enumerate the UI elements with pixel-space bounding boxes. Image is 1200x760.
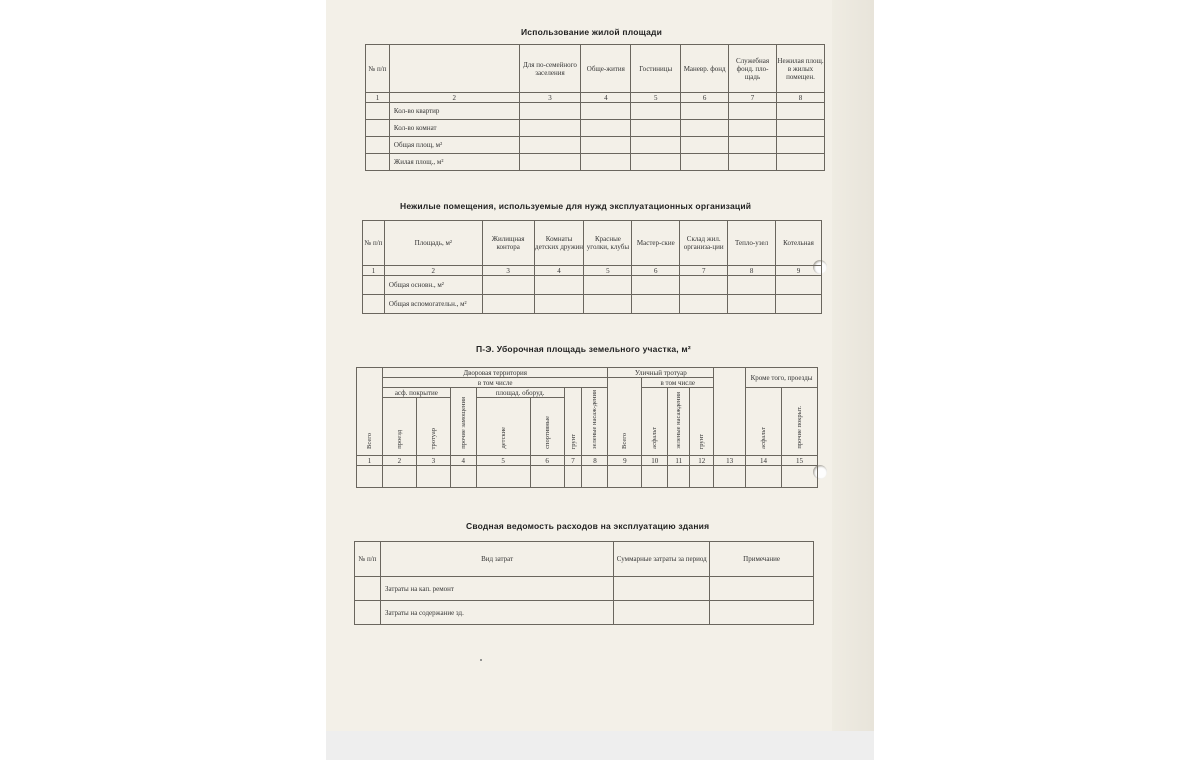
cell[interactable] (564, 466, 582, 488)
col-header: Нежилая площ. в жилых помещен. (777, 45, 825, 93)
col-number: 5 (584, 266, 632, 276)
cell[interactable] (519, 154, 581, 171)
cell[interactable] (476, 466, 530, 488)
row-label: Общая основн., м² (384, 276, 482, 295)
col-header: № п/п (355, 542, 381, 577)
col-number: 7 (564, 456, 582, 466)
col-number: 15 (782, 456, 818, 466)
col-number: 6 (530, 456, 564, 466)
table-row (355, 577, 814, 601)
header-row (366, 45, 825, 93)
cell[interactable] (482, 276, 534, 295)
cell[interactable] (632, 276, 680, 295)
cell[interactable] (581, 154, 631, 171)
row-label: Общая площ, м² (389, 137, 519, 154)
col-number: 2 (384, 266, 482, 276)
col-header: Красные уголки, клубы (584, 221, 632, 266)
cell[interactable] (582, 466, 608, 488)
cell[interactable] (729, 103, 777, 120)
col-header: № п/п (363, 221, 385, 266)
expenses-table (354, 541, 814, 625)
group-header-besides: Кроме того, проезды (746, 368, 818, 388)
cell[interactable] (519, 103, 581, 120)
cell[interactable] (632, 295, 680, 314)
col-number: 8 (582, 456, 608, 466)
col-number: 7 (729, 93, 777, 103)
col-header: грунт (698, 433, 706, 449)
section2-title: Нежилые помещения, используемые для нужд эксплуатационных организаций (400, 201, 752, 211)
col-number: 6 (632, 266, 680, 276)
col-header: Для по-семейного заселения (519, 45, 581, 93)
table-row (363, 295, 822, 314)
subheader-asphalt: асф. покрытие (382, 388, 450, 398)
subheader-incl-street: в том числе (642, 378, 714, 388)
cell[interactable] (729, 120, 777, 137)
section1-title: Использование жилой площади (521, 27, 663, 37)
cell[interactable] (534, 295, 584, 314)
cell[interactable] (746, 466, 782, 488)
cell[interactable] (680, 276, 728, 295)
subheader-area-equipment: площад. оборуд. (476, 388, 564, 398)
col-number: 9 (776, 266, 822, 276)
cell[interactable] (581, 103, 631, 120)
col-number: 1 (363, 266, 385, 276)
cell[interactable] (710, 577, 814, 601)
table-row (366, 120, 825, 137)
row-label: Кол-во квартир (389, 103, 519, 120)
col-number: 4 (581, 93, 631, 103)
header-row (363, 221, 822, 266)
col-header: прочие покрыт. (796, 406, 803, 449)
col-header: проезд (395, 430, 403, 449)
table-row (366, 137, 825, 154)
col-header: Мастер-ские (632, 221, 680, 266)
col-header: прочие замощения (459, 397, 467, 449)
cell[interactable] (631, 137, 681, 154)
section3-title: П-Э. Уборочная площадь земельного участка, м² (476, 344, 691, 354)
col-number: 8 (777, 93, 825, 103)
cell[interactable] (690, 466, 714, 488)
col-number: 1 (366, 93, 390, 103)
col-number: 7 (680, 266, 728, 276)
cell[interactable] (681, 120, 729, 137)
col-number: 12 (690, 456, 714, 466)
header-row (355, 542, 814, 577)
col-header: Котельная (776, 221, 822, 266)
cell[interactable] (728, 276, 776, 295)
cell[interactable] (614, 577, 710, 601)
row-label: Затраты на содержание зд. (380, 601, 613, 625)
group-header-yard: Дворовая территория (382, 368, 607, 378)
subheader-incl-yard: в том числе (382, 378, 607, 388)
nonresidential-table (362, 220, 822, 314)
row-label: Общая вспомогательн., м² (384, 295, 482, 314)
row-label: Жилая площ., м² (389, 154, 519, 171)
cell[interactable] (608, 466, 642, 488)
section4-title: Сводная ведомость расходов на эксплуатацию здания (466, 521, 710, 531)
cell[interactable] (631, 103, 681, 120)
col-header: детские (499, 427, 507, 449)
cell[interactable] (681, 154, 729, 171)
row-label: Затраты на кап. ремонт (380, 577, 613, 601)
col-header: Примечание (710, 542, 814, 577)
cell[interactable] (710, 601, 814, 625)
cell[interactable] (777, 137, 825, 154)
col-number: 3 (416, 456, 450, 466)
cell[interactable] (584, 276, 632, 295)
col-number: 9 (608, 456, 642, 466)
col-number: 13 (714, 456, 746, 466)
column-number-row (366, 93, 825, 103)
col-number: 4 (534, 266, 584, 276)
cell[interactable] (482, 295, 534, 314)
col-header: Суммарные затраты за период (614, 542, 710, 577)
col-header: зеленые насаж-дения (591, 390, 599, 449)
cell[interactable] (728, 295, 776, 314)
col-number: 14 (746, 456, 782, 466)
cell[interactable] (681, 137, 729, 154)
cell[interactable] (631, 154, 681, 171)
cell[interactable] (681, 103, 729, 120)
cell[interactable] (777, 120, 825, 137)
col-header: зеленые насаждения (675, 392, 683, 449)
col-header: Гостиницы (631, 45, 681, 93)
housing-area-table (365, 44, 825, 171)
col-number: 2 (382, 456, 416, 466)
cell[interactable] (519, 137, 581, 154)
col-number: 3 (482, 266, 534, 276)
col-header: Тепло-узел (728, 221, 776, 266)
col-number: 10 (642, 456, 668, 466)
group-header-street: Уличный тротуар (608, 368, 714, 378)
cell[interactable] (729, 137, 777, 154)
cell[interactable] (782, 466, 818, 488)
cell[interactable] (357, 466, 383, 488)
col-header: Обще-жития (581, 45, 631, 93)
cell[interactable] (680, 295, 728, 314)
column-number-row (363, 266, 822, 276)
col-header: Площадь, м² (384, 221, 482, 266)
col-header: тротуар (429, 427, 437, 449)
col-header: Всего (621, 433, 629, 449)
row-label: Кол-во комнат (389, 120, 519, 137)
col-header: Всего (365, 433, 373, 449)
cell[interactable] (450, 466, 476, 488)
cell[interactable] (519, 120, 581, 137)
column-number-row (357, 456, 818, 466)
cell[interactable] (631, 120, 681, 137)
cell[interactable] (729, 154, 777, 171)
col-number: 2 (389, 93, 519, 103)
table-row (366, 103, 825, 120)
scan-bottom-strip (326, 731, 874, 760)
col-number: 8 (728, 266, 776, 276)
col-header: грунт (569, 433, 577, 449)
cell[interactable] (776, 295, 822, 314)
cell[interactable] (777, 103, 825, 120)
cell[interactable] (668, 466, 690, 488)
cleaning-area-table (356, 367, 818, 488)
col-header: № п/п (366, 45, 390, 93)
cell[interactable] (614, 601, 710, 625)
cell[interactable] (642, 466, 668, 488)
col-header: Вид затрат (380, 542, 613, 577)
cell[interactable] (581, 120, 631, 137)
col-number: 11 (668, 456, 690, 466)
col-number: 4 (450, 456, 476, 466)
col-header: Жилищная контора (482, 221, 534, 266)
col-header: асфальт (760, 427, 768, 449)
page-edge-shadow (832, 0, 874, 731)
cell[interactable] (534, 276, 584, 295)
table-row (355, 601, 814, 625)
col-number: 5 (476, 456, 530, 466)
col-number: 5 (631, 93, 681, 103)
speck (480, 659, 482, 661)
col-header: Маневр. фонд (681, 45, 729, 93)
cell[interactable] (382, 466, 416, 488)
table-row (363, 276, 822, 295)
cell[interactable] (581, 137, 631, 154)
col-header: Комнаты детских дружин (534, 221, 584, 266)
table-row (357, 466, 818, 488)
col-number: 3 (519, 93, 581, 103)
col-header: Служебная фонд. пло-щадь (729, 45, 777, 93)
col-header (389, 45, 519, 93)
cell[interactable] (714, 466, 746, 488)
cell[interactable] (530, 466, 564, 488)
col-header: асфальт (651, 427, 659, 449)
col-header: Склад жил. организа-ции (680, 221, 728, 266)
cell[interactable] (777, 154, 825, 171)
col-header: спортивные (543, 416, 551, 449)
cell[interactable] (584, 295, 632, 314)
table-row (366, 154, 825, 171)
col-number: 6 (681, 93, 729, 103)
col-number: 1 (357, 456, 383, 466)
cell[interactable] (776, 276, 822, 295)
cell[interactable] (416, 466, 450, 488)
